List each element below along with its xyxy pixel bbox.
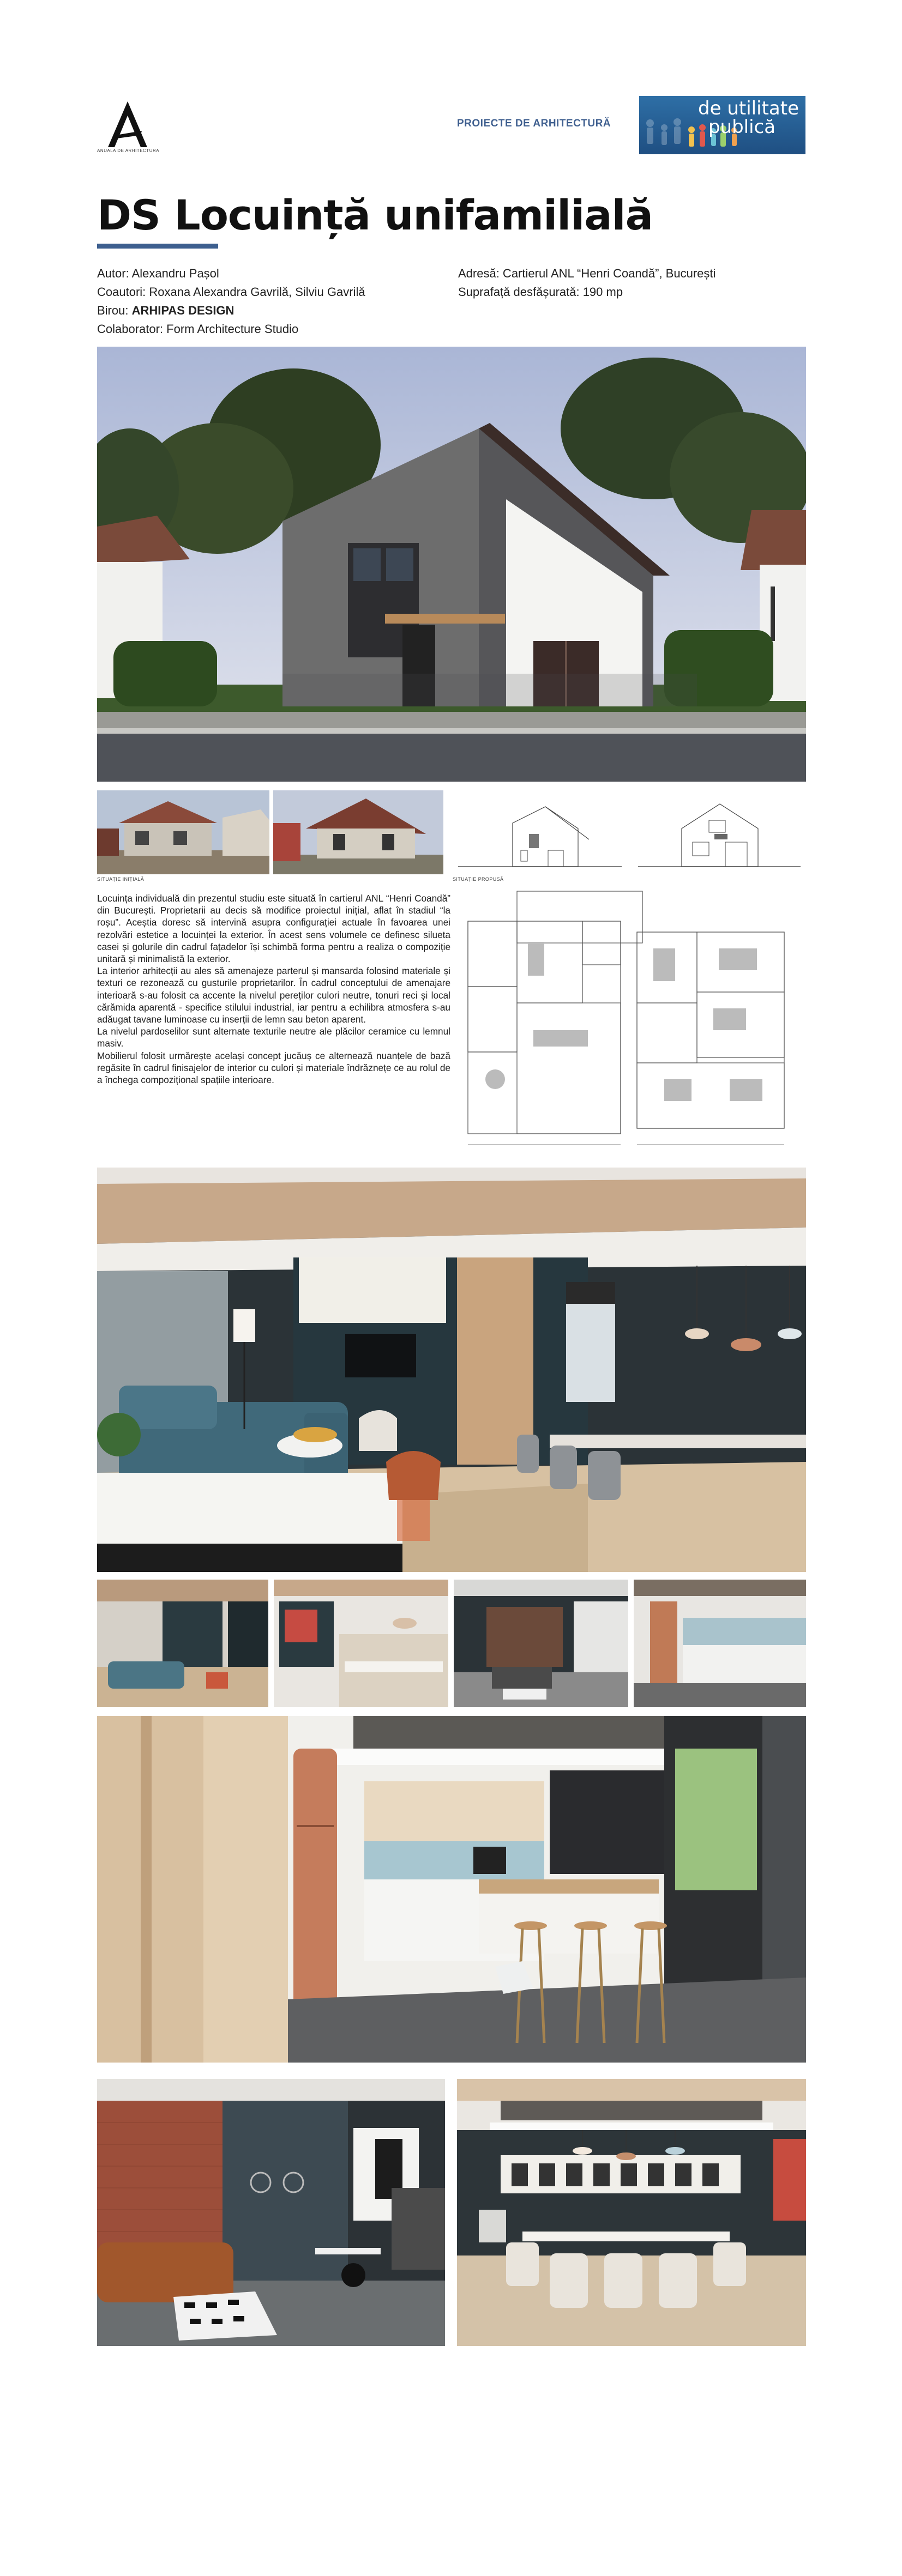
caption-proposed: SITUAȚIE PROPUSĂ (453, 876, 504, 882)
logo-text: ANUALA DE ARHITECTURA (97, 148, 160, 153)
elevation-drawing-1 (453, 790, 627, 874)
page-title: DS Locuință unifamilială (97, 191, 653, 239)
author-line: Autor: Alexandru Pașol (97, 267, 219, 280)
office-name: ARHIPAS DESIGN (131, 304, 234, 317)
interior-thumbnail-4 (634, 1580, 806, 1707)
caption-initial: SITUAȚIE INIȚIALĂ (97, 876, 145, 882)
project-location (458, 264, 807, 301)
interior-thumbnail-3 (454, 1580, 628, 1707)
dining-room-rendering (457, 2079, 806, 2346)
elevation-drawing-2 (633, 790, 806, 874)
loft-living-rendering (97, 2079, 445, 2346)
collaborator-line: Colaborator: Form Architecture Studio (97, 322, 299, 336)
floor-plans (457, 888, 806, 1161)
title-underline (97, 244, 218, 249)
office-line (97, 301, 446, 320)
project-description (97, 892, 450, 1086)
description-paragraph: Locuința individuală din prezentul studiu este situată în cartierul ANL “Henri Coandă” din București. Proprietarii au decis să modifice proiectul inițial, aflat în stadiul “la roșu”. Aceștia doresc să intervină asupra configurației actuale în favoarea unei rezolvări estetice a locuinței la exterior. În acest sens volumele ce definesc silueta casei și golurile din cadrul fațadelor își schimbă forma pentru a realiza o compoziție unitară și minimalistă la exterior. (97, 893, 450, 965)
kitchen-rendering (97, 1716, 806, 2063)
exterior-rendering (97, 347, 806, 782)
badge-line-1: de utilitate (698, 98, 799, 119)
description-paragraph: Mobilierul folosit urmărește același concept jucăuș ce alternează nuanțele de bază regăsite în cadrul finisajelor de interior cu culori și materiale îndrăznețe ce au rolul de a închega compozițional spațiile interioare. (97, 1050, 450, 1086)
interior-thumbnail-1 (97, 1580, 268, 1707)
description-paragraph: La interior arhitecții au ales să amenajeze parterul și mansarda folosind materiale și texturi ce rezonează cu gusturile proprietarilor. În cadrul conceptului de amenajare interioară s-au folosit ca accente la nivelul pereților culori neutre, tonuri reci și local cărămida aparentă - specifice stilului industrial, iar pentru a echilibra atmosfera s-au adăugat tavane luminoase cu inserții de lemn sau beton aparent. (97, 965, 450, 1025)
coauthors-line: Coautori: Roxana Alexandra Gavrilă, Silviu Gavrilă (97, 285, 365, 299)
public-utility-badge (639, 96, 805, 154)
existing-house-photo-1 (97, 790, 269, 874)
description-paragraph: La nivelul pardoselilor sunt alternate texturile neutre ale plăcilor ceramice cu lemnul masiv. (97, 1026, 450, 1049)
area-line: Suprafață desfășurată: 190 mp (458, 285, 623, 299)
existing-house-photo-2 (273, 790, 443, 874)
project-credits (97, 264, 446, 338)
living-room-rendering (97, 1168, 806, 1572)
address-line: Adresă: Cartierul ANL “Henri Coandă”, București (458, 267, 716, 280)
badge-line-2: publică (708, 116, 776, 138)
office-label: Birou: (97, 304, 132, 317)
interior-thumbnail-2 (274, 1580, 448, 1707)
category-label: PROIECTE DE ARHITECTURĂ (457, 118, 611, 129)
